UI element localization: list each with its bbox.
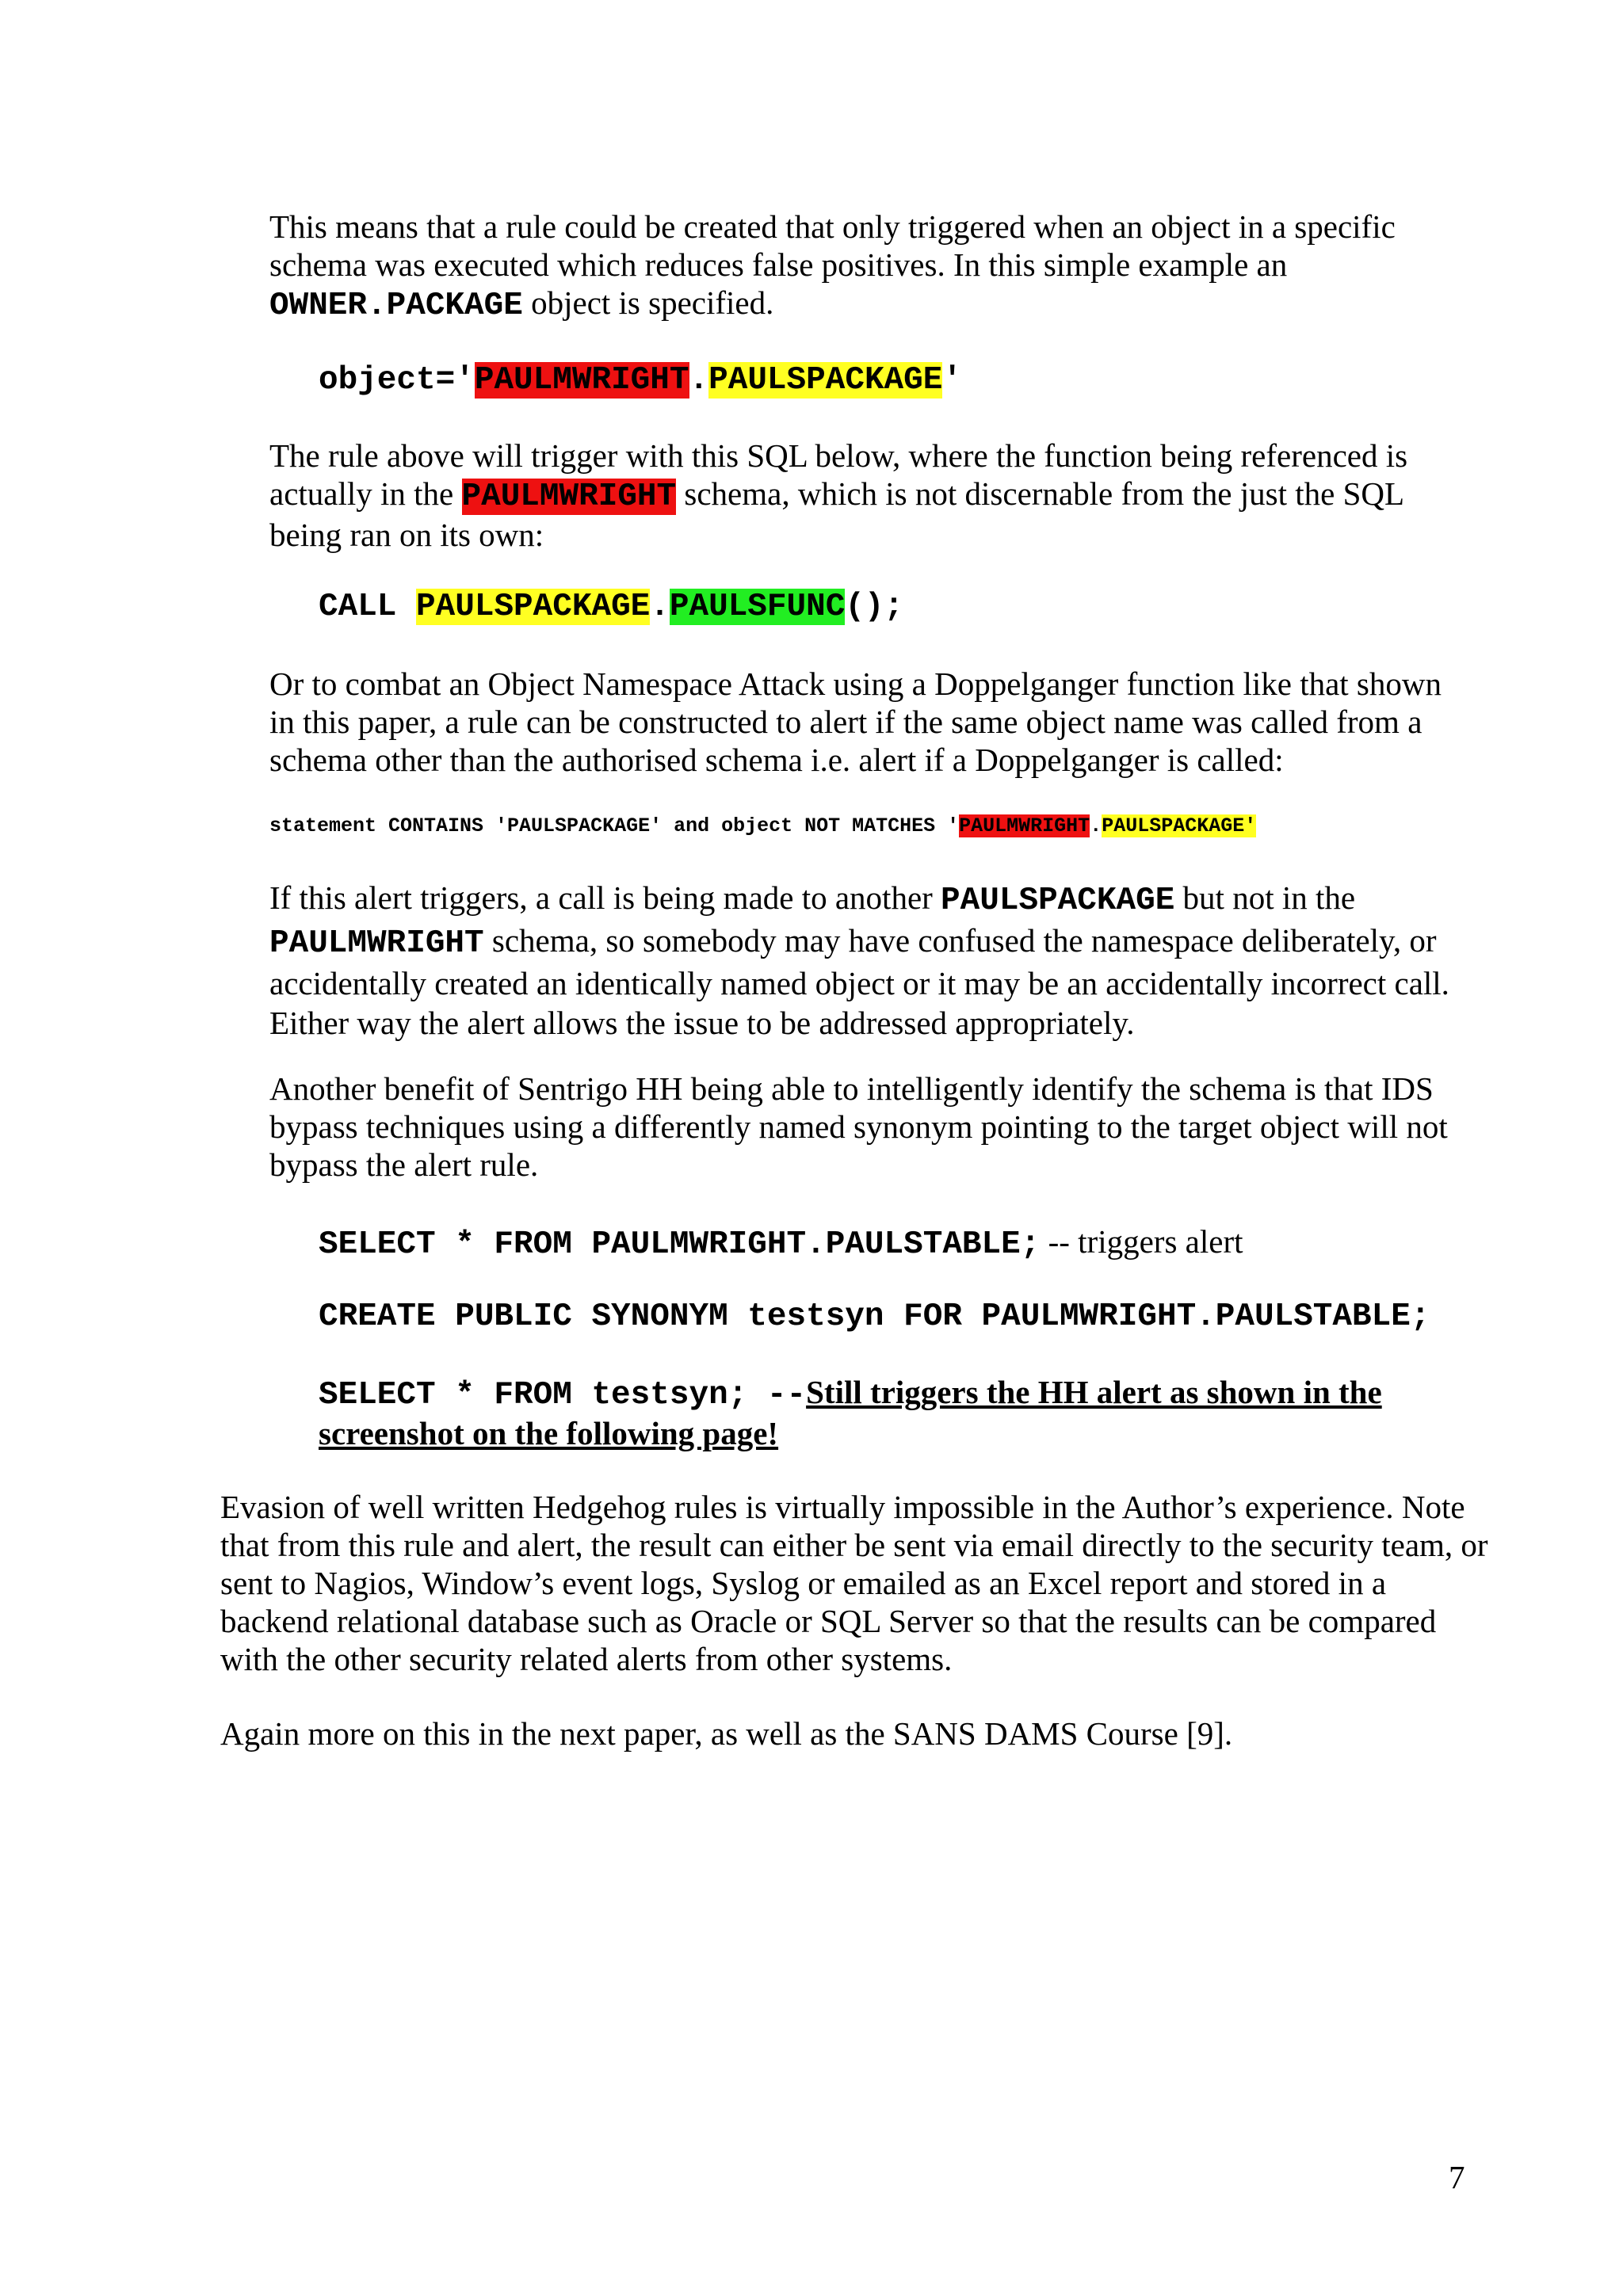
highlight-schema: PAULMWRIGHT bbox=[959, 814, 1090, 837]
inline-code: PAULMWRIGHT bbox=[269, 925, 484, 962]
paragraph-rule-schema bbox=[269, 208, 1474, 325]
text: but not in the bbox=[1174, 879, 1356, 916]
text: object is specified. bbox=[522, 284, 774, 321]
text: The rule above will trigger with this SQL below, where the function being referenced is actually in the bbox=[269, 437, 1408, 512]
text: This means that a rule could be created that only triggered when an object in a specific schema was executed which reduces false positives. In this simple example an bbox=[269, 208, 1396, 283]
highlight-package: PAULSPACKAGE bbox=[416, 589, 651, 625]
inline-code: OWNER.PACKAGE bbox=[269, 288, 523, 324]
highlight-package: PAULSPACKAGE' bbox=[1102, 814, 1257, 837]
code-comment: -- triggers alert bbox=[1040, 1223, 1243, 1260]
paragraph-ids-bypass: Another benefit of Sentrigo HH being able to intelligently identify the schema is that IDS bypass techniques using a differently named synonym pointing to the target object will not bypass the alert rule. bbox=[269, 1070, 1448, 1183]
paragraph-next-paper: Again more on this in the next paper, as well as the SANS DAMS Course [9]. bbox=[220, 1715, 1233, 1752]
code-text: . bbox=[1090, 814, 1102, 837]
text: schema, so somebody may have confused the namespace deliberately, or accidentally created an identically named object or it may be an accidentally incorrect call. Either way the alert allows the issue to be addressed appropriately. bbox=[269, 922, 1449, 1041]
code-text: . bbox=[689, 362, 709, 399]
code-text: CALL bbox=[319, 589, 417, 625]
code-select-synonym bbox=[319, 1373, 1428, 1452]
paragraph-evasion: Evasion of well written Hedgehog rules is virtually impossible in the Author’s experience. Note that from this rule and alert, the result can either be sent via email directly to the security team, or sent to Nagios, Window’s event logs, Syslog or emailed as an Excel report and stored in a backend relational database such as Oracle or SQL Server so that the results can be compared with the other security related alerts from other systems. bbox=[220, 1489, 1488, 1677]
code-create-synonym: CREATE PUBLIC SYNONYM testsyn FOR PAULMWRIGHT.PAULSTABLE; bbox=[319, 1299, 1430, 1335]
code-text: (); bbox=[845, 589, 904, 625]
code-call-statement bbox=[319, 588, 1523, 626]
text: If this alert triggers, a call is being made to another bbox=[269, 879, 941, 916]
paragraph-rule-trigger bbox=[269, 437, 1474, 554]
code-text: . bbox=[650, 589, 670, 625]
code-text: SELECT * FROM testsyn; -- bbox=[319, 1377, 807, 1413]
code-text: SELECT * FROM PAULMWRIGHT.PAULSTABLE; bbox=[319, 1226, 1041, 1263]
paragraph-doppelganger: Or to combat an Object Namespace Attack using a Doppelganger function like that shown in this paper, a rule can be constructed to alert if the same object name was called from a schema other than the authorised schema i.e. alert if a Doppelganger is called: bbox=[269, 666, 1442, 778]
code-text: ' bbox=[942, 362, 962, 399]
code-select-statement bbox=[319, 1222, 1523, 1264]
code-text: statement CONTAINS 'PAULSPACKAGE' and object NOT MATCHES ' bbox=[269, 814, 960, 837]
page-number: 7 bbox=[1449, 2159, 1465, 2195]
highlight-schema: PAULMWRIGHT bbox=[474, 362, 689, 399]
code-object-rule bbox=[319, 361, 1523, 399]
highlight-package: PAULSPACKAGE bbox=[708, 362, 943, 399]
text: schema, which is not discernable from the just the SQL being ran on its own: bbox=[269, 475, 1403, 553]
code-contains-rule bbox=[269, 814, 1537, 838]
highlight-schema: PAULMWRIGHT bbox=[461, 479, 677, 515]
highlight-function: PAULSFUNC bbox=[669, 589, 846, 625]
code-text: object=' bbox=[319, 362, 475, 399]
underlined-note: Still triggers the HH alert as shown in the screenshot on the following page! bbox=[319, 1374, 1382, 1451]
inline-code: PAULSPACKAGE bbox=[941, 883, 1175, 919]
paragraph-alert-triggers bbox=[269, 878, 1474, 1043]
